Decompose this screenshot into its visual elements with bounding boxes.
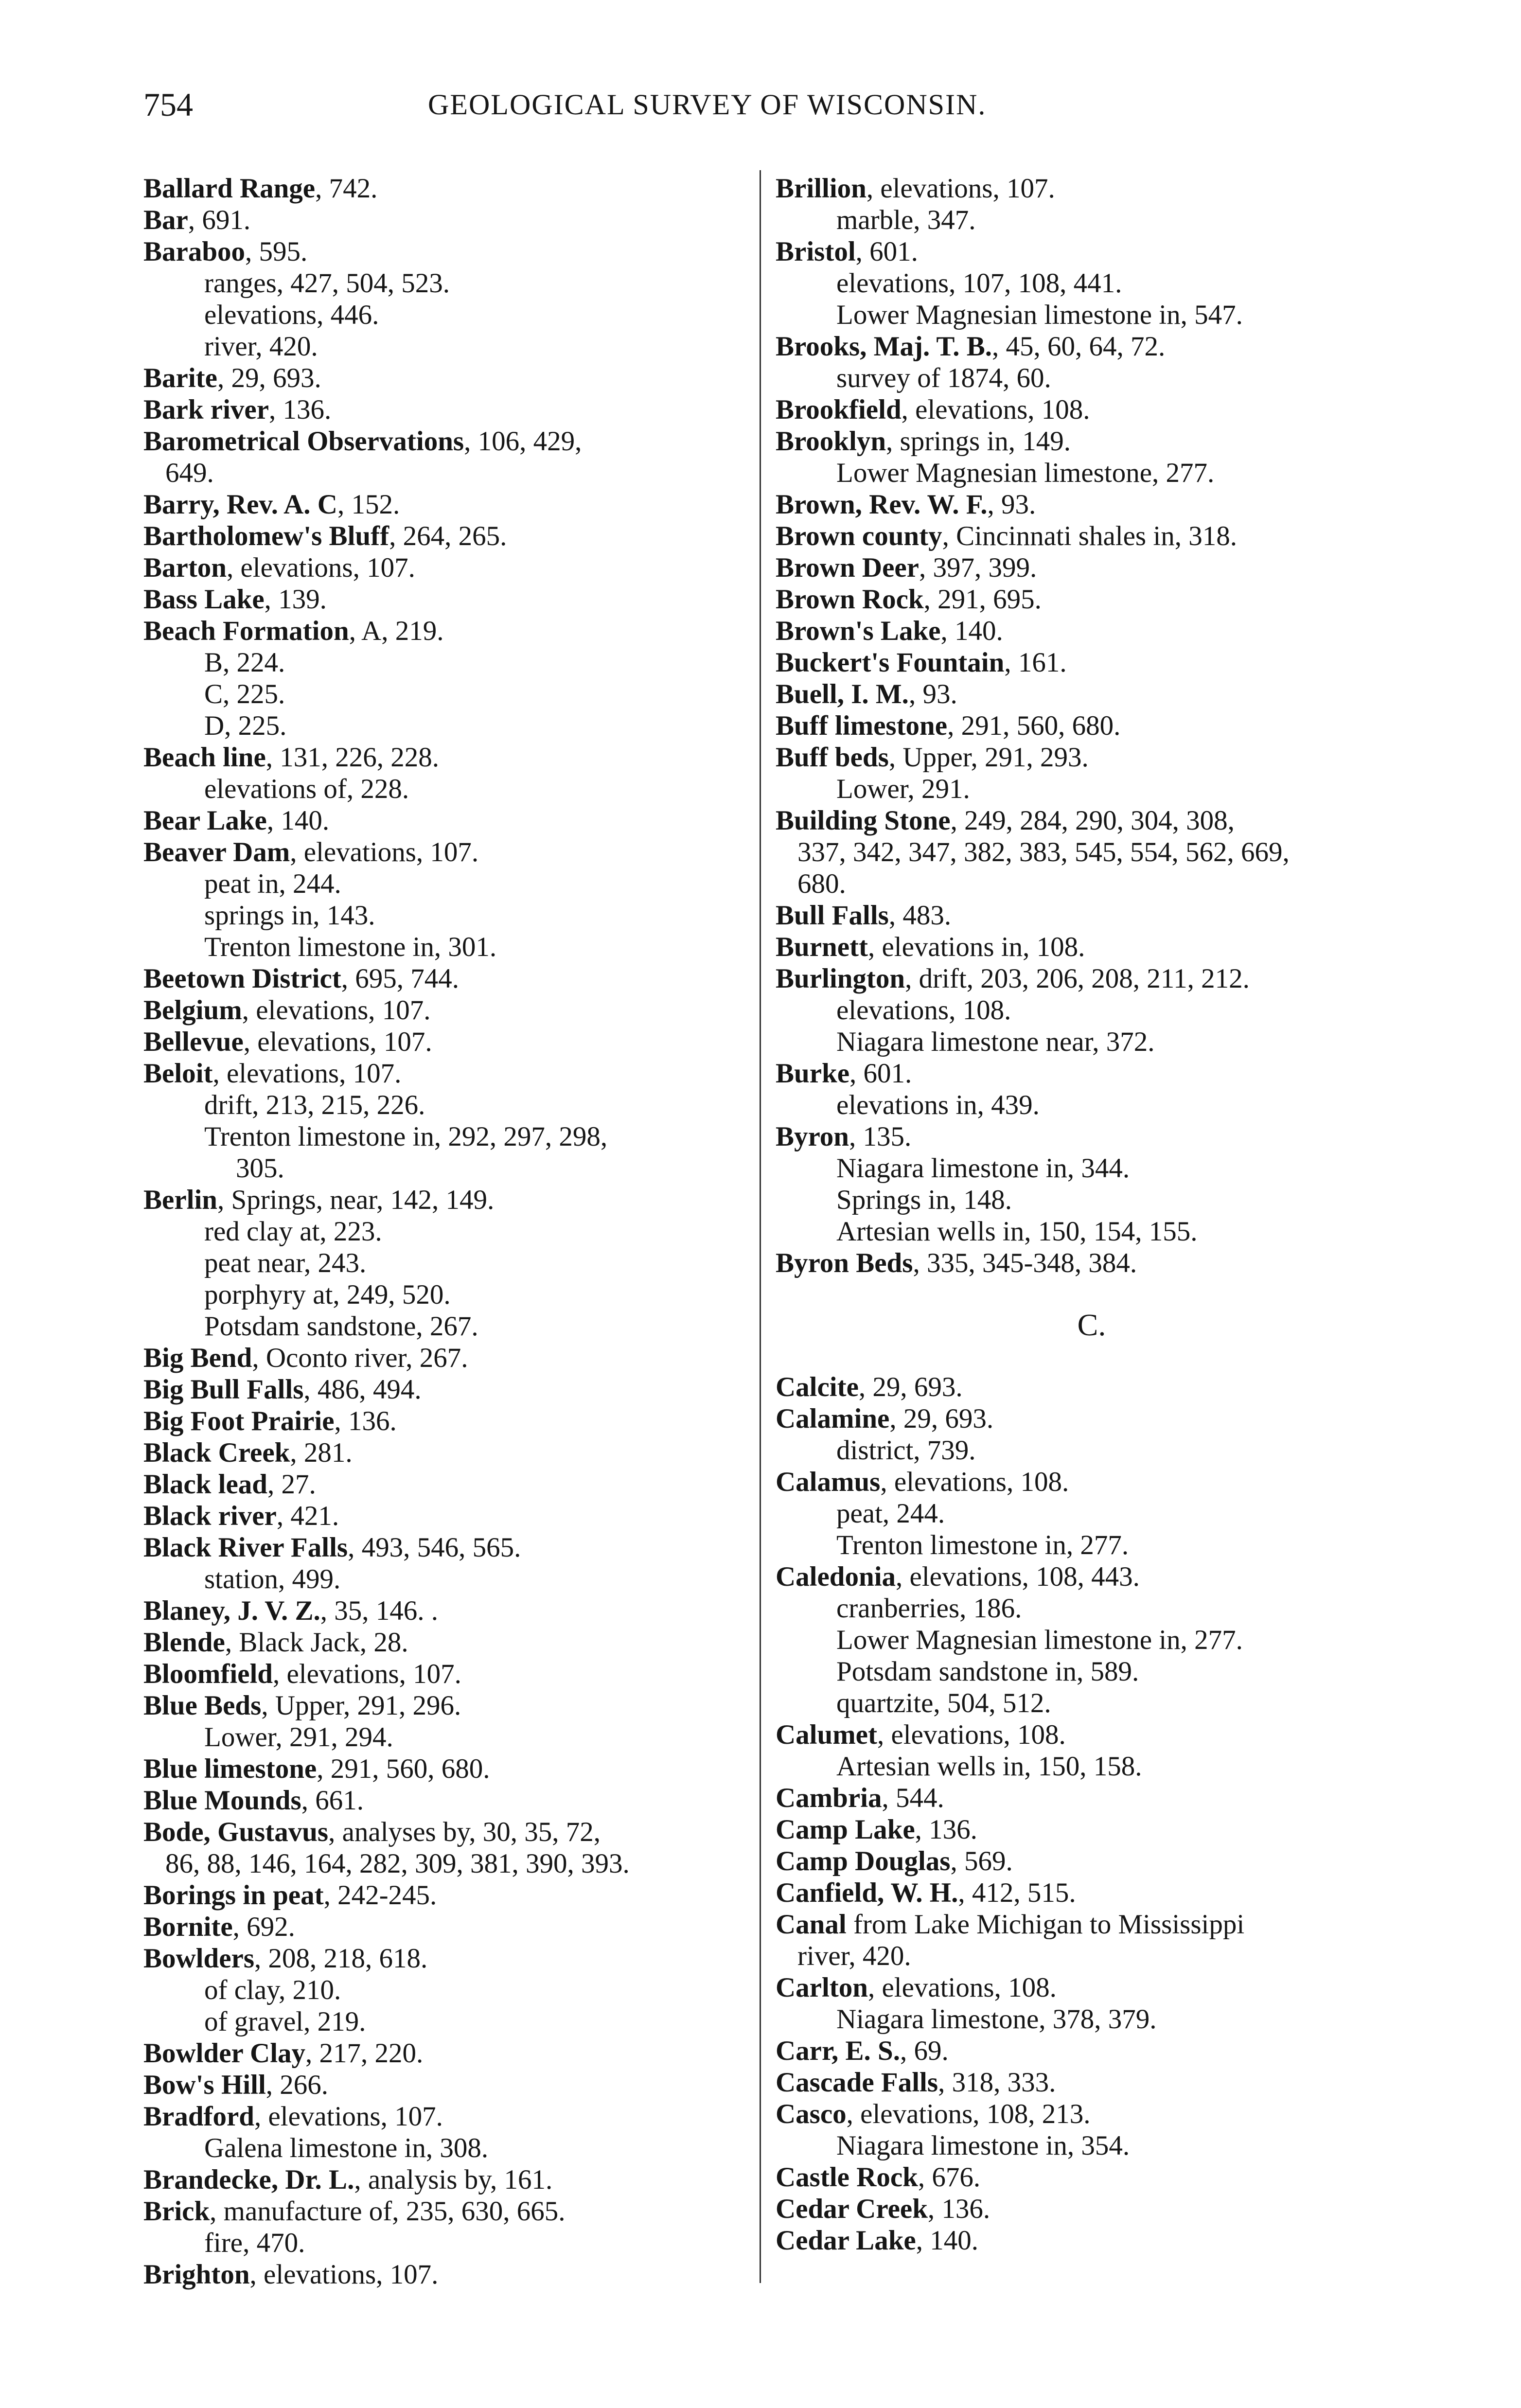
- entry-references: , 264, 265.: [389, 521, 507, 551]
- entry-term: Blue limestone: [143, 1753, 317, 1784]
- entry-references: , 691.: [188, 205, 251, 235]
- index-entry: [143, 204, 746, 236]
- entry-term: Calamus: [776, 1467, 881, 1497]
- index-entry: [143, 1532, 746, 1563]
- letter-heading: C.: [1077, 1308, 1106, 1342]
- index-entry: [143, 173, 746, 204]
- entry-term: Bristol: [776, 236, 856, 267]
- index-entry: [143, 362, 746, 394]
- entry-references: , 335, 345-348, 384.: [913, 1248, 1137, 1278]
- entry-term: Burlington: [776, 963, 905, 994]
- index-subentry: survey of 1874, 60.: [836, 363, 1051, 393]
- entry-continuation: 337, 342, 347, 382, 383, 545, 554, 562, 669,: [797, 837, 1290, 868]
- index-entry: [776, 1247, 1408, 1279]
- entry-term: Brick: [143, 2196, 210, 2227]
- index-entry: [143, 1911, 746, 1943]
- entry-references: , 93.: [987, 489, 1036, 520]
- entry-term: Blaney, J. V. Z.: [143, 1595, 320, 1626]
- entry-term: Bradford: [143, 2101, 254, 2132]
- entry-term: Cambria: [776, 1783, 882, 1813]
- entry-continuation: 680.: [797, 868, 846, 899]
- entry-references: , 544.: [882, 1783, 944, 1813]
- index-entry: [143, 1879, 746, 1911]
- index-entry: [776, 742, 1408, 773]
- index-entry: [776, 931, 1408, 963]
- index-entry: [143, 742, 746, 773]
- index-entry: [143, 1627, 746, 1658]
- entry-term: Bull Falls: [776, 900, 889, 931]
- entry-term: Black River Falls: [143, 1532, 348, 1563]
- entry-term: Barton: [143, 552, 227, 583]
- entry-term: Beaver Dam: [143, 837, 290, 868]
- entry-references: , 27.: [267, 1469, 316, 1500]
- entry-references: , Black Jack, 28.: [225, 1627, 408, 1658]
- entry-references: , 135.: [849, 1121, 912, 1152]
- entry-term: Borings in peat: [143, 1880, 324, 1911]
- entry-references: , elevations in, 108.: [867, 932, 1085, 962]
- index-entry: [776, 1782, 1408, 1814]
- entry-term: Bloomfield: [143, 1659, 273, 1689]
- entry-term: Cascade Falls: [776, 2067, 938, 2098]
- index-entry: [776, 2193, 1408, 2225]
- index-subentry: Lower Magnesian limestone, 277.: [836, 458, 1215, 488]
- entry-references: , A, 219.: [349, 616, 444, 646]
- entry-references: , elevations, 108, 213.: [846, 2099, 1091, 2129]
- index-entry: [776, 552, 1408, 584]
- index-entry: [143, 836, 746, 868]
- index-entry: [776, 1972, 1408, 2003]
- index-entry: [143, 1816, 746, 1848]
- index-entry: [776, 1814, 1408, 1845]
- entry-references: , 29, 693.: [858, 1372, 963, 1402]
- running-title: GEOLOGICAL SURVEY OF WISCONSIN.: [428, 89, 987, 121]
- entry-term: Barometrical Observations: [143, 426, 464, 457]
- index-entry: [143, 489, 746, 520]
- entry-term: Bear Lake: [143, 805, 267, 836]
- subentry-continuation: 305.: [236, 1153, 284, 1184]
- index-entry: [143, 1785, 746, 1816]
- entry-references: , Oconto river, 267.: [252, 1343, 468, 1373]
- entry-references: , 601.: [849, 1058, 912, 1089]
- index-subentry: of gravel, 219.: [204, 2006, 366, 2037]
- entry-references: , 291, 560, 680.: [317, 1753, 490, 1784]
- index-entry: [776, 1561, 1408, 1593]
- index-subentry: Trenton limestone in, 292, 297, 298,: [204, 1121, 608, 1152]
- entry-term: Building Stone: [776, 805, 951, 836]
- index-entry: [776, 1719, 1408, 1751]
- index-entry: [776, 2067, 1408, 2098]
- index-entry: [776, 963, 1408, 994]
- entry-references: , 661.: [301, 1785, 364, 1816]
- index-entry: [776, 710, 1408, 742]
- index-entry: [143, 425, 746, 457]
- entry-term: Buff limestone: [776, 710, 948, 741]
- index-entry: [143, 2196, 746, 2227]
- index-entry: [143, 1469, 746, 1500]
- index-entry: [776, 1371, 1408, 1403]
- index-entry: [776, 584, 1408, 615]
- index-entry: [776, 900, 1408, 931]
- entry-references: , Cincinnati shales in, 318.: [942, 521, 1237, 551]
- index-subentry: elevations of, 228.: [204, 774, 409, 804]
- index-entry: [143, 1374, 746, 1405]
- index-entry: [143, 1690, 746, 1721]
- index-entry: [776, 1058, 1408, 1089]
- index-entry: [143, 1184, 746, 1216]
- entry-references: , 676.: [918, 2162, 981, 2193]
- index-subentry: Lower Magnesian limestone in, 277.: [836, 1625, 1243, 1655]
- blank-line: [776, 1279, 1408, 1298]
- entry-references: , 161.: [1004, 647, 1067, 678]
- index-entry: [143, 236, 746, 267]
- entry-term: Casco: [776, 2099, 847, 2129]
- entry-references: , 45, 60, 64, 72.: [991, 331, 1166, 362]
- index-entry: [776, 236, 1408, 267]
- index-entry: [776, 805, 1408, 836]
- entry-term: Brighton: [143, 2259, 250, 2290]
- index-entry: [776, 489, 1408, 520]
- entry-references: , 249, 284, 290, 304, 308,: [950, 805, 1235, 836]
- index-entry: [143, 1658, 746, 1690]
- index-entry: [143, 1753, 746, 1785]
- entry-term: Byron: [776, 1121, 849, 1152]
- entry-references: , 29, 693.: [889, 1403, 994, 1434]
- index-subentry: B, 224.: [204, 647, 285, 678]
- entry-term: Calamine: [776, 1403, 890, 1434]
- entry-term: Buff beds: [776, 742, 889, 773]
- entry-references: , elevations, 107.: [212, 1058, 402, 1089]
- index-entry: [143, 584, 746, 615]
- entry-term: Camp Douglas: [776, 1846, 951, 1877]
- index-entry: [143, 1342, 746, 1374]
- entry-references: , elevations, 108.: [901, 394, 1090, 425]
- index-subentry: cranberries, 186.: [836, 1593, 1022, 1624]
- index-entry: [776, 2161, 1408, 2193]
- index-entry: [776, 1466, 1408, 1498]
- index-subentry: marble, 347.: [836, 205, 976, 235]
- index-entry: [776, 173, 1408, 204]
- entry-references: , 483.: [888, 900, 952, 931]
- entry-term: Burke: [776, 1058, 850, 1089]
- entry-references: , 421.: [276, 1501, 339, 1531]
- entry-references: , analysis by, 161.: [354, 2164, 553, 2195]
- index-entry: [143, 1595, 746, 1627]
- entry-references: , 136.: [915, 1814, 977, 1845]
- entry-references: , Springs, near, 142, 149.: [217, 1185, 495, 1215]
- index-subentry: Lower, 291, 294.: [204, 1722, 393, 1753]
- entry-term: Black Creek: [143, 1437, 290, 1468]
- entry-term: Ballard Range: [143, 173, 316, 204]
- entry-references: , 569.: [950, 1846, 1013, 1877]
- entry-term: Big Bend: [143, 1343, 252, 1373]
- entry-references: , 397, 399.: [919, 552, 1037, 583]
- entry-term: Castle Rock: [776, 2162, 918, 2193]
- entry-term: Bornite: [143, 1912, 233, 1942]
- entry-term: Black river: [143, 1501, 277, 1531]
- index-entry: [776, 2035, 1408, 2067]
- index-entry: [143, 394, 746, 425]
- entry-references: , analyses by, 30, 35, 72,: [328, 1817, 601, 1847]
- index-subentry: drift, 213, 215, 226.: [204, 1090, 425, 1120]
- entry-references: , Upper, 291, 293.: [888, 742, 1089, 773]
- index-subentry: Lower, 291.: [836, 774, 970, 804]
- index-subentry: elevations, 446.: [204, 300, 379, 330]
- index-entry: [776, 1909, 1408, 1940]
- index-subentry: Niagara limestone near, 372.: [836, 1027, 1155, 1057]
- entry-references: , 493, 546, 565.: [348, 1532, 521, 1563]
- index-subentry: ranges, 427, 504, 523.: [204, 268, 450, 299]
- index-subentry: Niagara limestone in, 354.: [836, 2130, 1130, 2161]
- entry-references: , 242-245.: [323, 1880, 437, 1911]
- entry-references: , 412, 515.: [958, 1877, 1076, 1908]
- index-subentry: C, 225.: [204, 679, 285, 709]
- index-subentry: Springs in, 148.: [836, 1185, 1012, 1215]
- index-entry: [143, 615, 746, 647]
- entry-references: , elevations, 107.: [273, 1659, 461, 1689]
- index-entry: [776, 2225, 1408, 2256]
- entry-references: , 140.: [266, 805, 330, 836]
- entry-term: Bellevue: [143, 1027, 244, 1057]
- index-entry: [776, 678, 1408, 710]
- entry-term: Calcite: [776, 1372, 859, 1402]
- index-subentry: Galena limestone in, 308.: [204, 2133, 489, 2163]
- index-entry: [776, 1845, 1408, 1877]
- index-subentry: Artesian wells in, 150, 158.: [836, 1751, 1142, 1782]
- entry-references: , elevations, 107.: [243, 1027, 432, 1057]
- entry-references: , elevations, 108.: [867, 1972, 1057, 2003]
- index-subentry: springs in, 143.: [204, 900, 375, 931]
- index-subentry: red clay at, 223.: [204, 1216, 382, 1247]
- entry-references: , elevations, 108.: [880, 1467, 1069, 1497]
- entry-continuation: river, 420.: [797, 1941, 911, 1971]
- index-entry: [776, 615, 1408, 647]
- index-subentry: elevations, 108.: [836, 995, 1011, 1026]
- index-entry: [776, 2098, 1408, 2130]
- index-subentry: Trenton limestone in, 301.: [204, 932, 497, 962]
- entry-references: , elevations, 107.: [866, 173, 1055, 204]
- entry-term: Burnett: [776, 932, 868, 962]
- entry-references: , 318, 333.: [938, 2067, 1056, 2098]
- entry-references: , springs in, 149.: [886, 426, 1071, 457]
- entry-term: Berlin: [143, 1185, 217, 1215]
- index-entry: [143, 1943, 746, 1974]
- entry-term: Brown county: [776, 521, 942, 551]
- entry-term: Cedar Creek: [776, 2194, 928, 2224]
- entry-references: , 140.: [916, 2225, 978, 2256]
- entry-references: , elevations, 107.: [227, 552, 415, 583]
- entry-term: Bass Lake: [143, 584, 265, 615]
- index-entry: [143, 1500, 746, 1532]
- entry-references: , 93.: [908, 679, 957, 709]
- index-subentry: river, 420.: [204, 331, 318, 362]
- index-entry: [143, 1405, 746, 1437]
- column-divider: [760, 170, 761, 2283]
- entry-references: , elevations, 108.: [877, 1719, 1066, 1750]
- entry-references: , Upper, 291, 296.: [261, 1690, 461, 1721]
- entry-references: , elevations, 107.: [254, 2101, 443, 2132]
- entry-references: , 601.: [855, 236, 918, 267]
- entry-term: Bowlders: [143, 1943, 254, 1974]
- entry-term: Bark river: [143, 394, 269, 425]
- index-subentry: Trenton limestone in, 277.: [836, 1530, 1129, 1560]
- entry-references: , 131, 226, 228.: [265, 742, 439, 773]
- entry-term: Canfield, W. H.: [776, 1877, 958, 1908]
- index-subentry: fire, 470.: [204, 2228, 305, 2258]
- index-subentry: elevations in, 439.: [836, 1090, 1040, 1120]
- index-entry: [776, 425, 1408, 457]
- index-entry: [143, 994, 746, 1026]
- entry-term: Brown's Lake: [776, 616, 941, 646]
- entry-references: , 595.: [245, 236, 308, 267]
- entry-term: Barite: [143, 363, 217, 393]
- entry-references: , 486, 494.: [303, 1374, 422, 1405]
- entry-term: Brown Rock: [776, 584, 924, 615]
- entry-term: Beloit: [143, 1058, 213, 1089]
- entry-references: , 152.: [337, 489, 400, 520]
- entry-continuation: 649.: [165, 458, 214, 488]
- entry-term: Byron Beds: [776, 1248, 913, 1278]
- index-entry: [776, 520, 1408, 552]
- entry-term: Beetown District: [143, 963, 341, 994]
- entry-term: Calumet: [776, 1719, 877, 1750]
- entry-references: , drift, 203, 206, 208, 211, 212.: [905, 963, 1250, 994]
- index-subentry: Potsdam sandstone, 267.: [204, 1311, 478, 1342]
- entry-references: , elevations, 107.: [249, 2259, 439, 2290]
- index-subentry: peat in, 244.: [204, 868, 341, 899]
- entry-references: , 208, 218, 618.: [254, 1943, 428, 1974]
- index-subentry: elevations, 107, 108, 441.: [836, 268, 1122, 299]
- entry-references: , 69.: [900, 2036, 949, 2066]
- index-entry: [143, 2164, 746, 2196]
- entry-references: , manufacture of, 235, 630, 665.: [210, 2196, 566, 2227]
- entry-term: Buell, I. M.: [776, 679, 909, 709]
- entry-references: , 281.: [290, 1437, 353, 1468]
- entry-term: Bow's Hill: [143, 2070, 266, 2100]
- index-subentry: district, 739.: [836, 1435, 976, 1466]
- entry-term: Buckert's Fountain: [776, 647, 1005, 678]
- index-subentry: Artesian wells in, 150, 154, 155.: [836, 1216, 1198, 1247]
- index-subentry: D, 225.: [204, 710, 287, 741]
- entry-references: , 695, 744.: [341, 963, 460, 994]
- entry-term: Brillion: [776, 173, 867, 204]
- index-entry: [143, 2069, 746, 2101]
- index-entry: [143, 2101, 746, 2132]
- entry-term: Bartholomew's Bluff: [143, 521, 389, 551]
- entry-term: Brookfield: [776, 394, 902, 425]
- index-entry: [143, 552, 746, 584]
- entry-term: Belgium: [143, 995, 242, 1026]
- entry-references: , 692.: [232, 1912, 295, 1942]
- index-subentry: Niagara limestone, 378, 379.: [836, 2004, 1157, 2035]
- index-entry: [776, 331, 1408, 362]
- entry-references: , 35, 146. .: [320, 1595, 439, 1626]
- entry-term: Bar: [143, 205, 188, 235]
- entry-term: Black lead: [143, 1469, 267, 1500]
- entry-term: Canal: [776, 1909, 847, 1940]
- index-subentry: quartzite, 504, 512.: [836, 1688, 1051, 1718]
- index-subentry: Niagara limestone in, 344.: [836, 1153, 1130, 1184]
- entry-term: Camp Lake: [776, 1814, 915, 1845]
- entry-term: Brandecke, Dr. L.: [143, 2164, 354, 2195]
- index-entry: [776, 1121, 1408, 1152]
- entry-term: Brown Deer: [776, 552, 919, 583]
- entry-term: Brown, Rev. W. F.: [776, 489, 988, 520]
- entry-continuation: 86, 88, 146, 164, 282, 309, 381, 390, 393.: [165, 1848, 630, 1879]
- entry-references: , 29, 693.: [217, 363, 321, 393]
- entry-references: , 217, 220.: [305, 2038, 424, 2069]
- index-entry: [776, 1403, 1408, 1434]
- index-subentry: Potsdam sandstone in, 589.: [836, 1656, 1139, 1687]
- entry-references: from Lake Michigan to Mississippi: [846, 1909, 1245, 1940]
- entry-references: , elevations, 107.: [242, 995, 431, 1026]
- index-entry: [143, 2037, 746, 2069]
- entry-term: Blue Beds: [143, 1690, 262, 1721]
- entry-term: Cedar Lake: [776, 2225, 916, 2256]
- index-entry: [143, 963, 746, 994]
- entry-term: Baraboo: [143, 236, 246, 267]
- index-entry: [776, 647, 1408, 678]
- entry-term: Beach Formation: [143, 616, 349, 646]
- index-entry: [143, 805, 746, 836]
- index-subentry: Lower Magnesian limestone in, 547.: [836, 300, 1243, 330]
- entry-references: , elevations, 108, 443.: [896, 1561, 1140, 1592]
- index-column-right: [776, 173, 1408, 2256]
- index-entry: [143, 1437, 746, 1469]
- entry-references: , 291, 695.: [923, 584, 1042, 615]
- entry-references: , 291, 560, 680.: [947, 710, 1121, 741]
- page-number: 754: [143, 86, 193, 123]
- entry-term: Big Bull Falls: [143, 1374, 304, 1405]
- entry-term: Bowlder Clay: [143, 2038, 306, 2069]
- entry-term: Beach line: [143, 742, 266, 773]
- entry-references: , 140.: [940, 616, 1003, 646]
- entry-term: Carlton: [776, 1972, 868, 2003]
- blank-line: [776, 1352, 1408, 1371]
- index-subentry: of clay, 210.: [204, 1975, 341, 2005]
- entry-term: Brooklyn: [776, 426, 886, 457]
- entry-references: , elevations, 107.: [290, 837, 479, 868]
- entry-references: , 742.: [315, 173, 378, 204]
- index-entry: [143, 1058, 746, 1089]
- entry-references: , 136.: [927, 2194, 990, 2224]
- entry-term: Blende: [143, 1627, 225, 1658]
- entry-references: , 266.: [265, 2070, 329, 2100]
- index-subentry: peat, 244.: [836, 1498, 945, 1529]
- entry-references: , 139.: [264, 584, 327, 615]
- index-entry: [776, 1877, 1408, 1909]
- index-subentry: station, 499.: [204, 1564, 341, 1594]
- index-column-left: [143, 173, 746, 2290]
- index-subentry: peat near, 243.: [204, 1248, 367, 1278]
- index-entry: [143, 520, 746, 552]
- entry-term: Blue Mounds: [143, 1785, 301, 1816]
- index-entry: [776, 394, 1408, 425]
- entry-term: Barry, Rev. A. C: [143, 489, 337, 520]
- entry-term: Big Foot Prairie: [143, 1406, 335, 1436]
- entry-references: , 136.: [269, 394, 332, 425]
- index-entry: [143, 2259, 746, 2290]
- entry-term: Bode, Gustavus: [143, 1817, 329, 1847]
- entry-references: , 106, 429,: [464, 426, 582, 457]
- index-entry: [143, 1026, 746, 1058]
- entry-term: Carr, E. S.: [776, 2036, 900, 2066]
- entry-term: Brooks, Maj. T. B.: [776, 331, 992, 362]
- entry-references: , 136.: [334, 1406, 397, 1436]
- index-subentry: porphyry at, 249, 520.: [204, 1279, 451, 1310]
- entry-term: Caledonia: [776, 1561, 896, 1592]
